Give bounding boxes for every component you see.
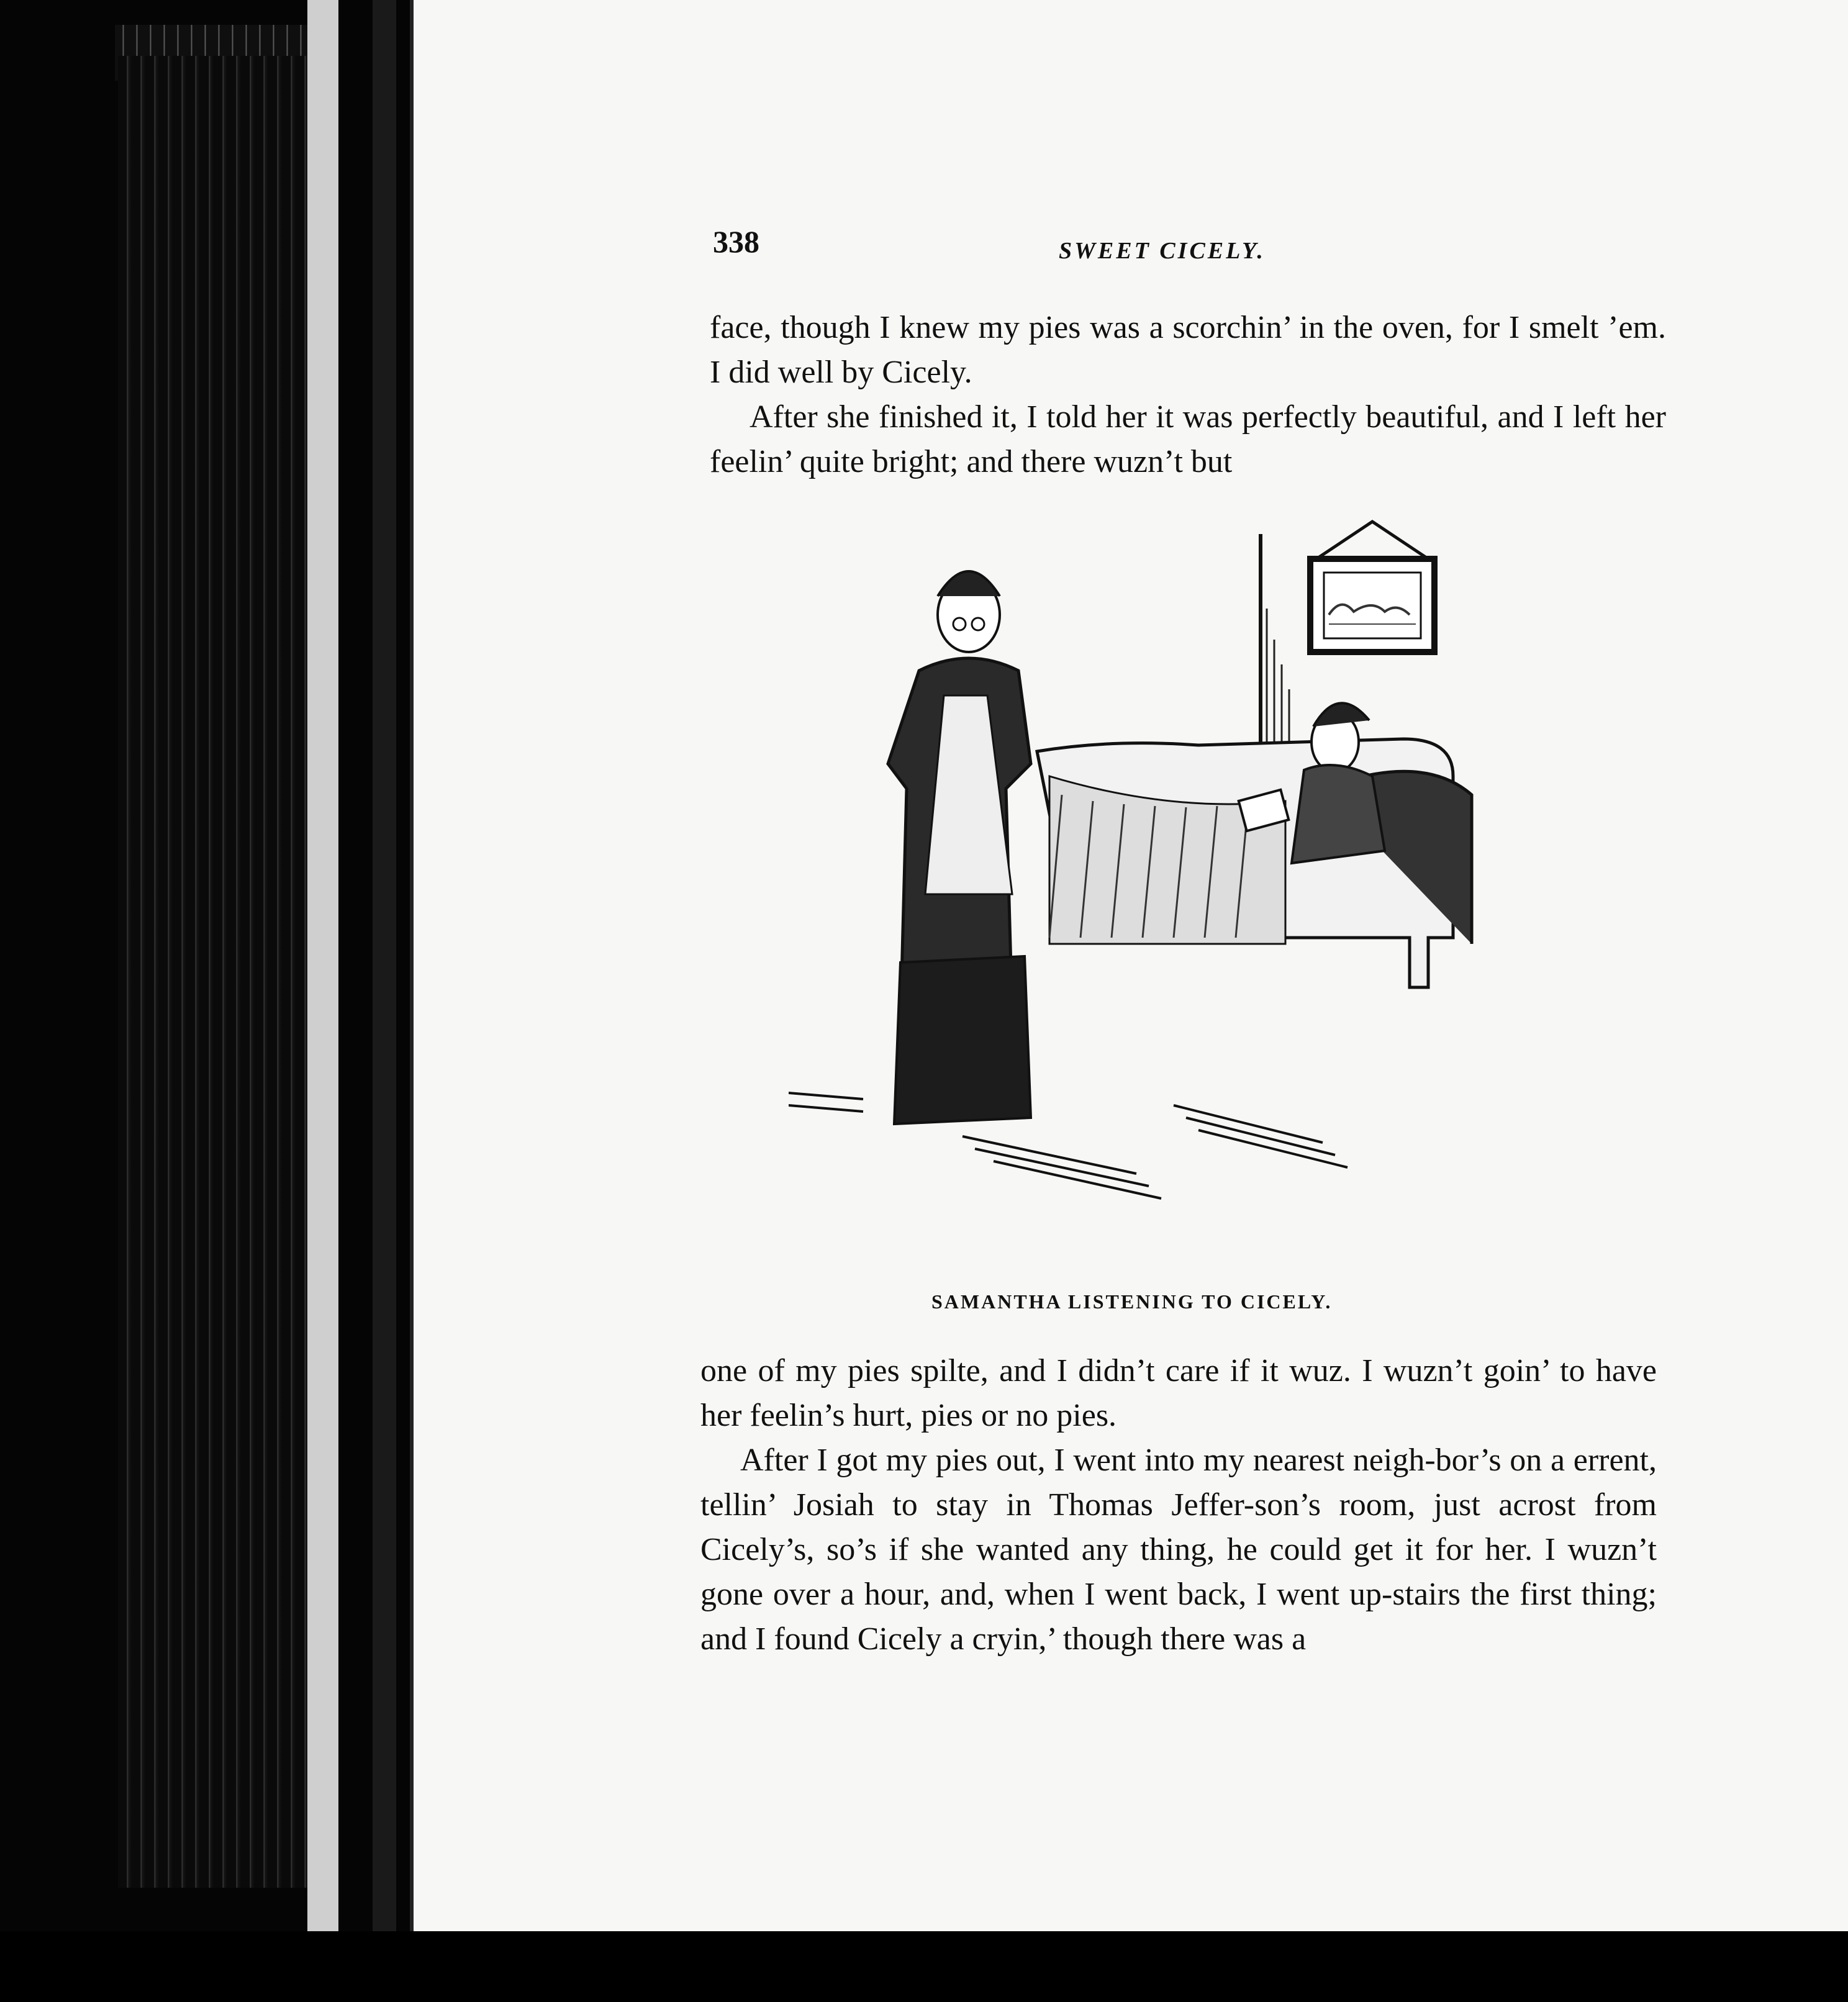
illustration-caption: SAMANTHA LISTENING TO CICELY. <box>931 1290 1333 1313</box>
scan-bottom-border <box>0 1931 1848 2002</box>
floor-hatching <box>789 1093 1348 1198</box>
paragraph-1: face, though I knew my pies was a scorchin’ in the oven, for I smelt ’em. I did well by Cicely. <box>710 310 1666 390</box>
framed-picture <box>1310 522 1434 652</box>
engraving-illustration <box>789 515 1602 1285</box>
page-edge-light <box>307 0 338 2002</box>
bed <box>1037 739 1472 987</box>
running-title: SWEET CICELY. <box>1059 238 1266 264</box>
page-number: 338 <box>713 224 759 259</box>
page-stack-edges <box>118 56 323 1888</box>
page-edge-dark <box>373 0 396 2002</box>
paragraph-4: After I got my pies out, I went into my nearest neigh-bor’s on a errent, tellin’ Josiah to stay in Thomas Jeffer-son’s room, just acrost from Cicely’s, so’s if she wanted any thing, he could get it for her. I wuzn’t gone over a hour, and, when I went back, I went up-stairs the first thing; and I found Cicely a cryin,’ though there was a <box>700 1443 1657 1657</box>
top-text-block <box>710 306 1666 484</box>
paragraph-3: one of my pies spilte, and I didn’t care if it wuz. I wuzn’t goin’ to have her feelin’s hurt, pies or no pies. <box>700 1353 1657 1433</box>
bottom-text-block <box>700 1349 1657 1662</box>
standing-woman <box>888 571 1031 1124</box>
paragraph-2: After she finished it, I told her it was perfectly beautiful, and I left her feelin’ quite bright; and there wuzn’t but <box>710 399 1666 479</box>
